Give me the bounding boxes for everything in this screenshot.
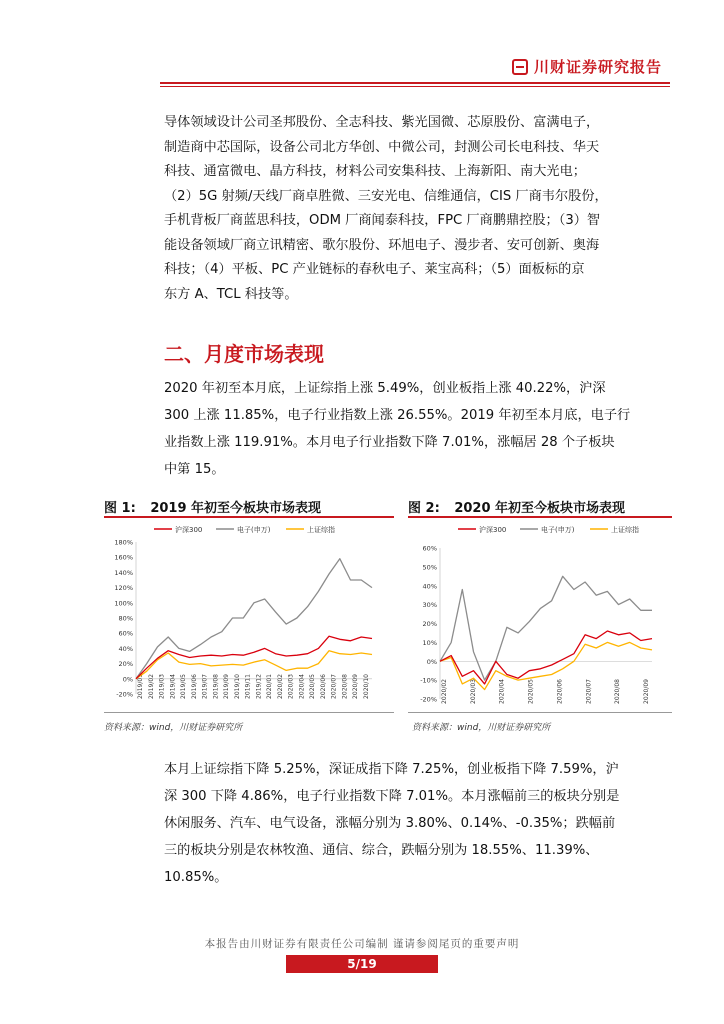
x-tick-label: 2019/06	[190, 674, 198, 699]
x-tick-label: 2020/02	[441, 679, 448, 704]
legend-label: 电子(申万)	[541, 526, 575, 534]
y-tick-label: 40%	[118, 644, 133, 653]
x-tick-label: 2019/01	[137, 674, 144, 699]
x-tick-label: 2020/07	[585, 679, 593, 704]
y-tick-label: 100%	[114, 599, 133, 608]
legend-label: 电子(申万)	[237, 526, 271, 534]
x-tick-label: 2020/01	[266, 674, 274, 699]
x-tick-label: 2020/03	[469, 679, 477, 704]
intro-line: 导体领域设计公司圣邦股份、全志科技、紫光国微、芯原股份、富满电子，	[164, 115, 600, 130]
figure-2-caption: 2020 年初至今板块市场表现	[454, 501, 626, 516]
x-tick-label: 2020/05	[309, 674, 317, 699]
x-tick-label: 2020/04	[298, 674, 306, 699]
figure-2-chart	[408, 519, 672, 709]
x-tick-label: 2019/10	[233, 674, 241, 699]
x-tick-label: 2020/05	[527, 679, 535, 704]
figure-2-rule	[408, 516, 672, 518]
x-tick-label: 2019/07	[201, 674, 209, 699]
market-line: 2020 年初至本月底，上证综指上涨 5.49%，创业板指上涨 40.22%，沪深	[164, 381, 606, 396]
y-tick-label: 0%	[122, 675, 133, 684]
y-tick-label: 50%	[422, 563, 437, 572]
y-tick-label: 20%	[422, 620, 437, 628]
x-tick-label: 2020/09	[352, 674, 360, 699]
intro-line: （2）5G 射频/天线厂商卓胜微、三安光电、信维通信，CIS 厂商韦尔股份，	[164, 188, 608, 204]
series-line	[440, 576, 652, 680]
y-tick-label: -20%	[420, 695, 437, 704]
monthly-line: 休闲服务、汽车、电气设备，涨幅分别为 3.80%、0.14%、-0.35%；跌幅前	[164, 816, 616, 831]
figure-2-title	[408, 497, 625, 516]
market-line: 300 上涨 11.85%，电子行业指数上涨 26.55%。2019 年初至本月底，电子行	[164, 408, 631, 423]
figure-1-label: 图 1:	[104, 501, 136, 516]
x-tick-label: 2020/02	[276, 674, 284, 699]
y-tick-label: 80%	[118, 614, 133, 623]
header-rule	[160, 82, 670, 84]
brand	[512, 56, 662, 77]
figure-1-rule	[104, 516, 394, 518]
page-number: 5/19	[286, 955, 438, 973]
x-tick-label: 2019/08	[212, 674, 220, 699]
x-tick-label: 2019/12	[255, 674, 263, 699]
brand-logo-icon	[512, 59, 528, 75]
legend-label: 上证综指	[307, 526, 335, 534]
header-rule-thin	[160, 86, 670, 87]
figure-2-label: 图 2:	[408, 501, 440, 516]
x-tick-label: 2019/09	[223, 674, 231, 699]
legend-label: 沪深300	[479, 526, 507, 534]
figure-2	[408, 497, 672, 717]
intro-line: 能设备领域厂商立讯精密、歌尔股份、环旭电子、漫步者、安可创新、奥海	[164, 237, 600, 253]
figure-1-chart	[104, 519, 394, 709]
market-line: 中第 15。	[164, 462, 225, 477]
y-tick-label: -10%	[420, 676, 437, 685]
intro-line: 手机背板厂商蓝思科技，ODM 厂商闻泰科技，FPC 厂商鹏鼎控股；（3）智	[164, 213, 601, 228]
x-tick-label: 2020/06	[319, 674, 327, 699]
figure-1-title	[104, 497, 321, 516]
figure-1-bottom-rule	[104, 712, 394, 713]
intro-line: 制造商中芯国际，设备公司北方华创、中微公司，封测公司长电科技、华天	[164, 139, 600, 155]
intro-paragraph	[164, 111, 672, 307]
x-tick-label: 2020/10	[363, 674, 370, 699]
monthly-paragraph	[164, 756, 672, 891]
legend-label: 上证综指	[611, 526, 639, 534]
x-tick-label: 2019/11	[244, 674, 252, 699]
x-tick-label: 2019/03	[158, 674, 166, 699]
y-tick-label: 140%	[114, 568, 133, 577]
series-line	[136, 559, 372, 679]
monthly-line: 本月上证综指下降 5.25%，深证成指下降 7.25%，创业板指下降 7.59%，沪	[164, 762, 619, 777]
x-tick-label: 2020/08	[614, 679, 622, 704]
brand-name: 川财证券研究报告	[533, 58, 662, 76]
y-tick-label: 160%	[114, 553, 133, 562]
x-tick-label: 2019/02	[147, 674, 155, 699]
y-tick-label: 120%	[114, 584, 133, 593]
monthly-line: 三的板块分别是农林牧渔、通信、综合，跌幅分别为 18.55%、11.39%、	[164, 843, 599, 858]
intro-line: 科技；（4）平板、PC 产业链标的春秋电子、莱宝高科；（5）面板标的京	[164, 262, 585, 277]
y-tick-label: -20%	[116, 690, 133, 699]
y-tick-label: 20%	[118, 660, 133, 669]
market-paragraph	[164, 375, 672, 483]
x-tick-label: 2020/07	[330, 674, 338, 699]
y-tick-label: 0%	[426, 657, 437, 666]
series-line	[136, 636, 372, 679]
y-tick-label: 10%	[422, 638, 437, 647]
figure-2-source: 资料来源：wind，川财证券研究所	[412, 723, 551, 733]
figure-2-bottom-rule	[408, 712, 672, 713]
y-tick-label: 60%	[422, 544, 437, 553]
y-tick-label: 180%	[114, 538, 133, 547]
figure-1	[104, 497, 394, 717]
market-line: 业指数上涨 119.91%。本月电子行业指数下降 7.01%，涨幅居 28 个子板块	[164, 435, 615, 450]
figure-1-source: 资料来源：wind，川财证券研究所	[104, 723, 243, 733]
x-tick-label: 2020/09	[643, 679, 650, 704]
x-tick-label: 2020/08	[341, 674, 349, 699]
monthly-line: 深 300 下降 4.86%，电子行业指数下降 7.01%。本月涨幅前三的板块分别是	[164, 789, 620, 804]
figure-1-caption: 2019 年初至今板块市场表现	[150, 501, 322, 516]
section-title: 二、月度市场表现	[164, 342, 324, 366]
y-tick-label: 40%	[422, 582, 437, 591]
intro-line: 科技、通富微电、晶方科技，材料公司安集科技、上海新阳、南大光电；	[164, 164, 586, 179]
x-tick-label: 2020/06	[556, 679, 564, 704]
footer-disclaimer: 本报告由川财证券有限责任公司编制 谨请参阅尾页的重要声明	[204, 938, 520, 950]
x-tick-label: 2019/04	[169, 674, 177, 699]
monthly-line: 10.85%。	[164, 870, 228, 885]
intro-line: 东方 A、TCL 科技等。	[164, 286, 298, 302]
legend-label: 沪深300	[175, 526, 203, 534]
page-header	[160, 52, 670, 82]
x-tick-label: 2020/04	[498, 679, 506, 704]
x-tick-label: 2019/05	[180, 674, 188, 699]
x-tick-label: 2020/03	[287, 674, 295, 699]
y-tick-label: 60%	[118, 629, 133, 638]
y-tick-label: 30%	[422, 601, 437, 610]
